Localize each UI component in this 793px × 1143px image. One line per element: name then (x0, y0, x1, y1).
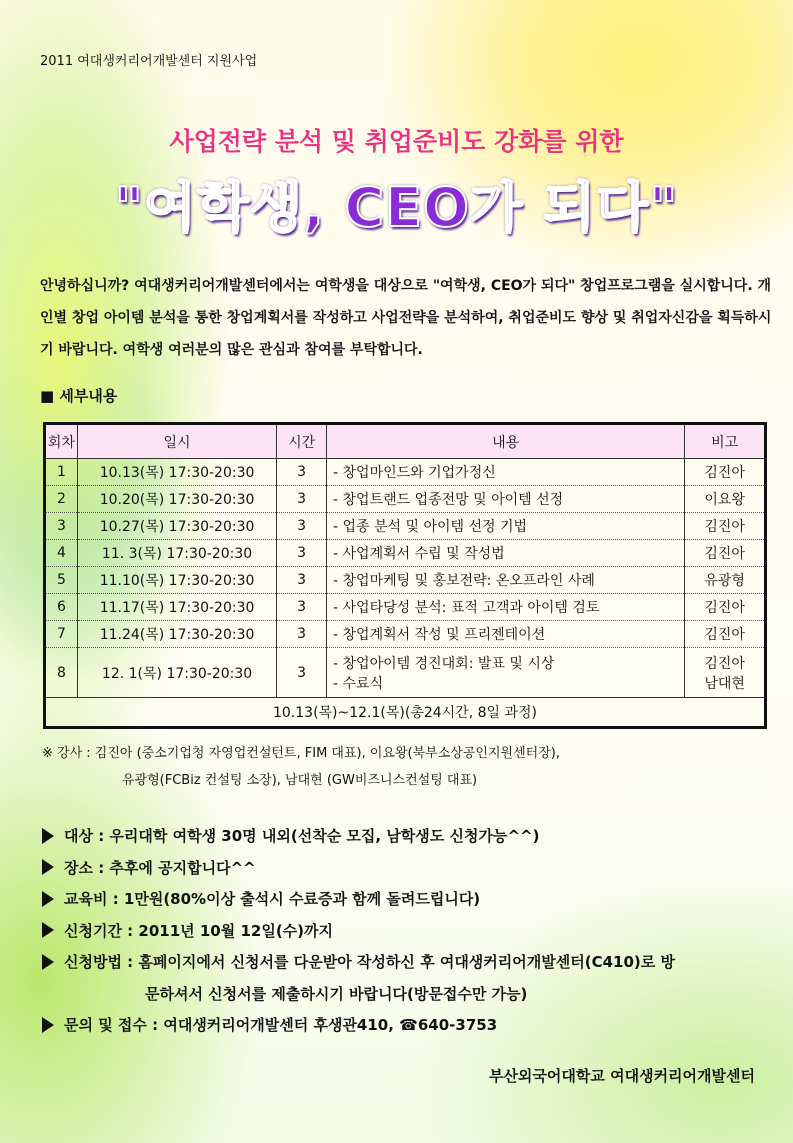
session-lecturer: 유광형 (685, 567, 766, 594)
header-content: 내용 (327, 424, 685, 459)
session-datetime: 10.20(목) 17:30-20:30 (77, 486, 276, 513)
session-number: 1 (45, 459, 78, 486)
poster-title: "여학생, CEO가 되다" (114, 176, 679, 239)
program-label: 2011 여대생커리어개발센터 지원사업 (40, 54, 258, 69)
triangle-bullet-icon (42, 891, 54, 907)
organization-footer: 부산외국어대학교 여대생커리어개발센터 (488, 1067, 755, 1085)
header-session: 회차 (45, 424, 78, 459)
session-hours: 3 (277, 648, 327, 698)
table-header-row (45, 424, 766, 459)
table-footer-row (45, 698, 766, 728)
session-number: 6 (45, 594, 78, 621)
session-lecturer: 김진아 (685, 621, 766, 648)
session-content: - 창업계획서 작성 및 프리젠테이션 (327, 621, 685, 648)
session-datetime: 11. 3(목) 17:30-20:30 (77, 540, 276, 567)
session-datetime: 11.17(목) 17:30-20:30 (77, 594, 276, 621)
info-item-method-cont: 문하셔서 신청서를 제출하시기 바랍니다(방문접수만 가능) (145, 984, 528, 1003)
session-lecturer: 김진아 (685, 594, 766, 621)
triangle-bullet-icon (42, 859, 54, 875)
table-row (45, 621, 766, 648)
triangle-bullet-icon (42, 828, 54, 844)
schedule-table (43, 422, 767, 729)
session-content: - 사업타당성 분석: 표적 고객과 아이템 검토 (327, 594, 685, 621)
session-datetime: 11.24(목) 17:30-20:30 (77, 621, 276, 648)
session-content: - 창업마인드와 기업가정신 (327, 459, 685, 486)
session-content: - 창업아이템 경진대회: 발표 및 시상 - 수료식 (327, 648, 685, 698)
session-hours: 3 (277, 513, 327, 540)
session-content: - 사업계획서 수립 및 작성법 (327, 540, 685, 567)
session-datetime: 10.27(목) 17:30-20:30 (77, 513, 276, 540)
table-row (45, 459, 766, 486)
session-hours: 3 (277, 540, 327, 567)
session-number: 3 (45, 513, 78, 540)
info-item-method: 신청방법 : 홈페이지에서 신청서를 다운받아 작성하신 후 여대생커리어개발센터(C410)로 방 (42, 946, 675, 978)
lecturer-note (42, 740, 560, 794)
session-datetime: 12. 1(목) 17:30-20:30 (77, 648, 276, 698)
table-row (45, 513, 766, 540)
session-content: - 업종 분석 및 아이템 선정 기법 (327, 513, 685, 540)
triangle-bullet-icon (42, 922, 54, 938)
session-lecturer: 이요왕 (685, 486, 766, 513)
session-number: 2 (45, 486, 78, 513)
table-row (45, 486, 766, 513)
table-row (45, 594, 766, 621)
info-list (42, 820, 675, 1041)
session-hours: 3 (277, 621, 327, 648)
session-lecturer: 김진아 (685, 540, 766, 567)
intro-paragraph: 안녕하십니까? 여대생커리어개발센터에서는 여학생을 대상으로 "여학생, CEO가 되다" 창업프로그램을 실시합니다. 개인별 창업 아이템 분석을 통한 창업계획서를 작성하고 사업전략을 분석하여, 취업준비도 향상 및 취업자신감을 획득하시기 바랍니다. 여학생 여러분의 많은 관심과 참여를 부탁합니다. (40, 278, 772, 358)
lecturer-line: 유광형(FCBiz 컨설팅 소장), 남대현 (GW비즈니스컨설팅 대표) (122, 773, 478, 788)
header-hours: 시간 (277, 424, 327, 459)
header-datetime: 일시 (77, 424, 276, 459)
info-item-contact: 문의 및 접수 : 여대생커리어개발센터 후생관410, ☎640-3753 (42, 1009, 675, 1041)
session-content: - 창업마케팅 및 홍보전략: 온오프라인 사례 (327, 567, 685, 594)
session-number: 5 (45, 567, 78, 594)
section-heading: ■ 세부내용 (40, 387, 118, 405)
header-note: 비고 (685, 424, 766, 459)
session-number: 8 (45, 648, 78, 698)
session-number: 7 (45, 621, 78, 648)
session-lecturer: 김진아 (685, 513, 766, 540)
info-item-period: 신청기간 : 2011년 10월 12일(수)까지 (42, 915, 675, 947)
info-item-place: 장소 : 추후에 공지합니다^^ (42, 852, 675, 884)
session-hours: 3 (277, 486, 327, 513)
session-lecturer: 김진아 남대현 (685, 648, 766, 698)
session-hours: 3 (277, 567, 327, 594)
course-summary: 10.13(목)~12.1(목)(총24시간, 8일 과정) (45, 698, 766, 728)
session-hours: 3 (277, 594, 327, 621)
triangle-bullet-icon (42, 954, 54, 970)
session-content: - 창업트랜드 업종전망 및 아이템 선정 (327, 486, 685, 513)
table-row (45, 648, 766, 698)
table-row (45, 567, 766, 594)
session-lecturer: 김진아 (685, 459, 766, 486)
session-datetime: 11.10(목) 17:30-20:30 (77, 567, 276, 594)
triangle-bullet-icon (42, 1017, 54, 1033)
lecturer-line: ※ 강사 : 김진아 (중소기업청 자영업컨설턴트, FIM 대표), 이요왕(북부소상공인지원센터장), (42, 746, 560, 761)
session-number: 4 (45, 540, 78, 567)
info-item-target: 대상 : 우리대학 여학생 30명 내외(선착순 모집, 남학생도 신청가능^^) (42, 820, 675, 852)
session-datetime: 10.13(목) 17:30-20:30 (77, 459, 276, 486)
info-item-fee: 교육비 : 1만원(80%이상 출석시 수료증과 함께 돌려드립니다) (42, 883, 675, 915)
session-hours: 3 (277, 459, 327, 486)
subtitle: 사업전략 분석 및 취업준비도 강화를 위한 (169, 127, 624, 156)
table-row (45, 540, 766, 567)
